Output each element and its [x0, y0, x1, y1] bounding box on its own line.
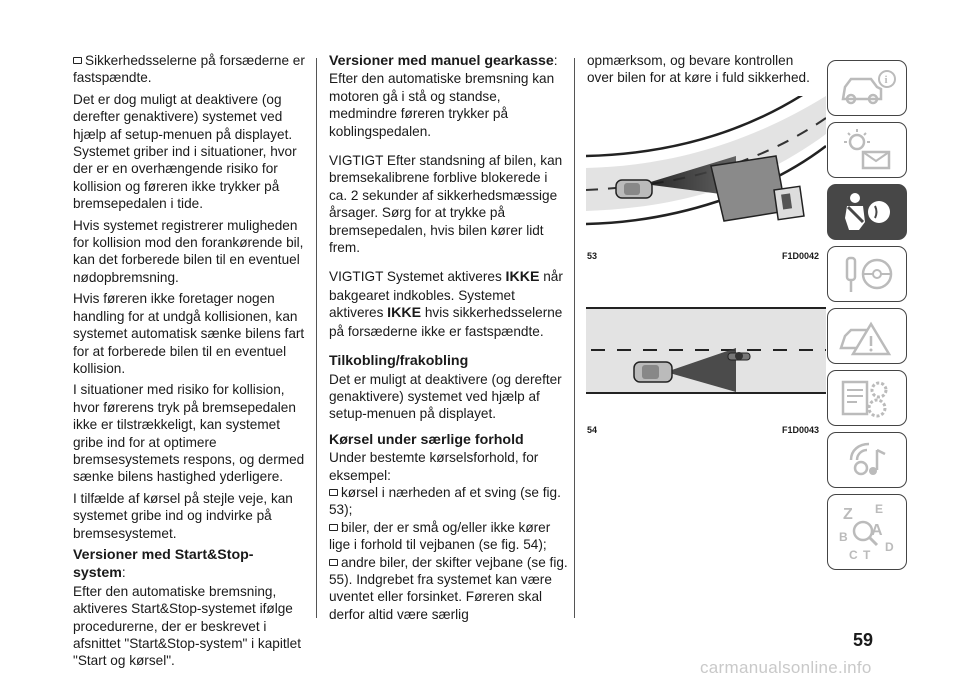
list-item: andre biler, der skifter vejbane (se fig. 55). Indgrebet fra systemet kan være uventet eller forsinket. Føreren skal derfor altid være særlig: [329, 554, 568, 622]
straight-road-illustration: [586, 278, 826, 418]
tab-starting-driving[interactable]: [827, 246, 907, 302]
index-letter: T: [863, 548, 871, 562]
bullet-icon: [329, 489, 338, 496]
paragraph: I situationer med risiko for kollision, hvor førerens tryk på bremsepedalen ikke er tilstrækkeligt, kan systemet gribe ind for at optimere bremsesystemets respons, og dermed sænke bilens hastighed yderligere.: [73, 382, 305, 485]
paragraph: Hvis føreren ikke foretager nogen handling for at undgå kollisionen, kan systemet automatisk sænke bilens fart for at forberede bilen til en eventuel kollision.: [73, 291, 305, 376]
page-number: 59: [853, 630, 874, 650]
curve-road-illustration: [586, 96, 826, 246]
bullet-icon: [73, 57, 82, 64]
index-letter: C: [849, 548, 858, 562]
index-letter: E: [875, 502, 884, 516]
index-letter: B: [839, 530, 848, 544]
svg-text:i: i: [884, 74, 888, 86]
figure-number: 54: [587, 425, 598, 435]
figure-53: [586, 96, 826, 266]
seatbelt-airbag-icon: [839, 190, 895, 234]
watermark: carmanualsonline.info: [700, 658, 872, 677]
road-emergency-icon: [837, 314, 897, 358]
car-icon: [634, 362, 672, 382]
column-middle: [329, 52, 569, 623]
tab-emergency[interactable]: [827, 308, 907, 364]
column-left: [73, 52, 305, 674]
bullet-icon: [329, 524, 338, 531]
truck-icon: [711, 156, 804, 221]
heading-manual: Versioner med manuel gearkasse:: [329, 53, 558, 69]
alphabetical-index-icon: [835, 499, 899, 565]
paragraph: Det er muligt at deaktivere (og derefter genaktivere) systemet ved hjælp af setup-menuen på displayet.: [329, 371, 562, 422]
index-letter: Z: [843, 506, 853, 523]
figure-54: [586, 278, 826, 438]
heading-toggle: Tilkobling/frakobling: [329, 353, 469, 370]
index-letter: D: [885, 540, 894, 554]
tab-warning-lights[interactable]: [827, 122, 907, 178]
heading-special: Kørsel under særlige forhold: [329, 431, 524, 448]
key-steering-icon: [837, 252, 897, 296]
figure-code: F1D0042: [782, 251, 820, 261]
figure-number: 53: [587, 251, 598, 261]
paragraph: VIGTIGT Efter standsning af bilen, kan bremsekalibrene forblive blokerede i ca. 2 sekunder af sikkerhedsmæssige årsager. Sørg for at trykke på bremsepedalen, hvis bilen kører lidt frem.: [329, 153, 563, 256]
index-letter: A: [871, 522, 883, 539]
heading-startstop: Versioner med Start&Stop-system:: [73, 546, 254, 582]
tab-safety[interactable]: [827, 184, 907, 240]
column-right: [587, 52, 823, 91]
list-item: biler, der er små og/eller ikke kører lige i forhold til vejbanen (se fig. 54);: [329, 519, 551, 553]
bullet-icon: [329, 559, 338, 566]
paragraph: Efter den automatiske bremsning, aktiveres Start&Stop-systemet ifølge procedurerne, der er beskrevet i afsnittet "Start&Stop-system" i kapitlet "Start og kørsel".: [73, 583, 301, 669]
car-info-icon: [837, 67, 897, 109]
figure-code: F1D0043: [782, 425, 820, 435]
tab-index[interactable]: [827, 494, 907, 570]
paragraph: I tilfælde af kørsel på stejle veje, kan systemet gribe ind og indvirke på bremsesystemet.: [73, 490, 293, 541]
warning-lights-icon: [837, 128, 897, 172]
tab-car-info[interactable]: [827, 60, 907, 116]
maintenance-gears-icon: [837, 376, 897, 420]
multimedia-icon: [837, 438, 897, 482]
list-item: kørsel i nærheden af et sving (se fig. 53);: [329, 484, 561, 518]
paragraph: VIGTIGT Systemet aktiveres IKKE når bakgearet indkobles. Systemet aktiveres IKKE hvis sikkerhedsselerne på forsæderne ikke er fastspændte.: [329, 269, 563, 339]
tab-maintenance[interactable]: [827, 370, 907, 426]
paragraph: Sikkerhedsselerne på forsæderne er fastspændte.: [73, 53, 305, 86]
paragraph: Efter den automatiske bremsning kan motoren gå i stå og standse, medmindre føreren trykker på koblingspedalen.: [329, 71, 555, 139]
column-divider: [574, 58, 575, 618]
motorcycle-icon: [728, 352, 750, 360]
tab-multimedia[interactable]: [827, 432, 907, 488]
car-icon: [616, 180, 652, 198]
paragraph: Det er dog muligt at deaktivere (og derefter genaktivere) systemet ved hjælp af setup-menuen på displayet. Systemet griber ind i situationer, hvor der er en overhængende risiko for kollision og føreren ikke trykker på bremsepedalen i tide.: [73, 91, 297, 212]
paragraph: opmærksom, og bevare kontrollen over bilen for at køre i fuld sikkerhed.: [587, 53, 810, 86]
paragraph: Under bestemte kørselsforhold, for eksempel:: [329, 450, 539, 483]
column-divider: [316, 58, 317, 618]
paragraph: Hvis systemet registrerer muligheden for kollision mod den forankørende bil, kan det forberede bilen til en eventuel nødopbremsning.: [73, 217, 304, 285]
